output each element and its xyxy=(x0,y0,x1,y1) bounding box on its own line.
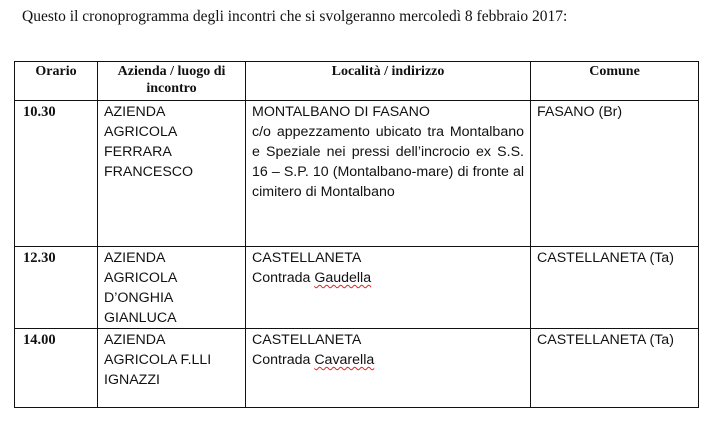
header-municipality: Comune xyxy=(531,62,699,101)
row-company: AZIENDA AGRICOLA FERRARA FRANCESCO xyxy=(98,101,246,247)
row-company: AZIENDA AGRICOLA D’ONGHIA GIANLUCA xyxy=(98,247,246,329)
row-time: 14.00 xyxy=(15,329,98,408)
location-detail: c/o appezzamento ubicato tra Montalbano e Speziale nei pressi dell’incrocio ex S.S. 16 – S.P. 10 (Montalbano-mare) di fronte al cimitero di Montalbano xyxy=(252,124,524,200)
row-time: 10.30 xyxy=(15,101,98,247)
location-name: Cavarella xyxy=(314,352,375,368)
location-prefix: Contrada xyxy=(252,270,315,286)
row-municipality: FASANO (Br) xyxy=(531,101,699,247)
location-title: MONTALBANO DI FASANO xyxy=(252,104,430,120)
row-time: 12.30 xyxy=(15,247,98,329)
table-row xyxy=(15,101,699,247)
location-title: CASTELLANETA xyxy=(252,332,362,348)
header-time: Orario xyxy=(15,62,98,101)
location-title: CASTELLANETA xyxy=(252,250,362,266)
header-location: Località / indirizzo xyxy=(246,62,531,101)
schedule-table xyxy=(14,61,699,408)
location-detail xyxy=(252,350,524,370)
row-municipality: CASTELLANETA (Ta) xyxy=(531,247,699,329)
row-location xyxy=(246,101,531,247)
location-detail xyxy=(252,268,524,288)
table-header-row xyxy=(15,62,699,101)
location-prefix: Contrada xyxy=(252,352,315,368)
row-location xyxy=(246,329,531,408)
row-municipality: CASTELLANETA (Ta) xyxy=(531,329,699,408)
table-row xyxy=(15,329,699,408)
location-name: Gaudella xyxy=(314,270,372,286)
header-company: Azienda / luogo di incontro xyxy=(98,62,246,101)
intro-text: Questo il cronoprogramma degli incontri che si svolgeranno mercoledì 8 febbraio 2017: xyxy=(22,8,568,25)
row-location xyxy=(246,247,531,329)
row-company: AZIENDA AGRICOLA F.LLI IGNAZZI xyxy=(98,329,246,408)
table-row xyxy=(15,247,699,329)
